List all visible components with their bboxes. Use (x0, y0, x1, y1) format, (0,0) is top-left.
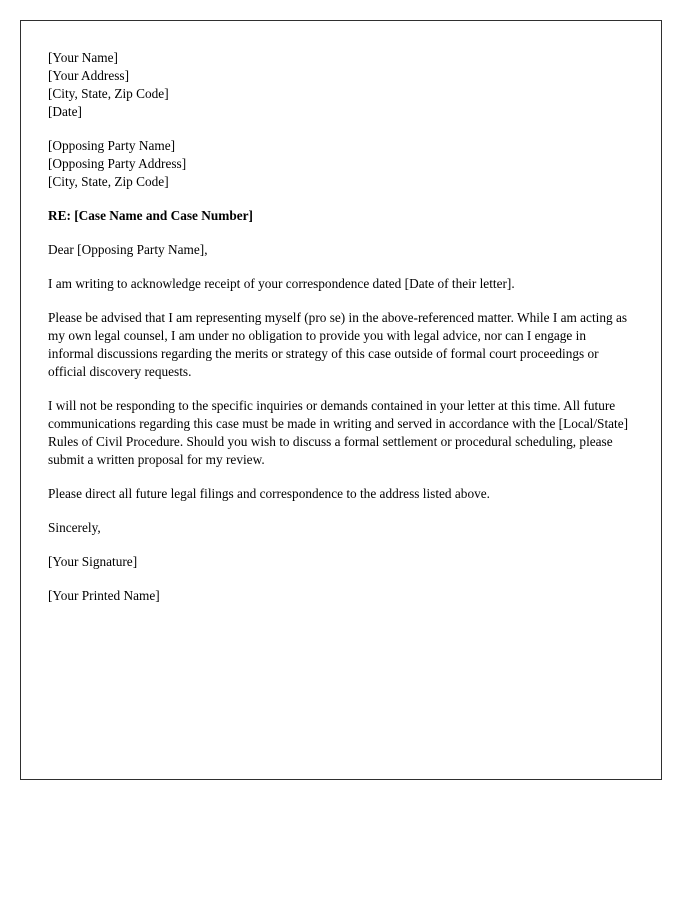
sender-address-line: [Your Address] (48, 68, 130, 83)
printed-name-placeholder-line: [Your Printed Name] (48, 588, 160, 603)
recipient-city-state-zip-line: [City, State, Zip Code] (48, 174, 169, 189)
sender-city-state-zip-line: [City, State, Zip Code] (48, 86, 169, 101)
letter-page (20, 20, 662, 780)
sender-address-block (48, 49, 635, 121)
recipient-address-block (48, 137, 635, 191)
paragraph-pro-se-notice: Please be advised that I am representing myself (pro se) in the above-referenced matter. While I am acting as my own legal counsel, I am under no obligation to provide you with legal advice, nor can I engage in informal discussions regarding the merits or strategy of this case outside of formal court proceedings or official discovery requests. (48, 310, 628, 379)
signature-placeholder-line: [Your Signature] (48, 554, 138, 569)
recipient-name-line: [Opposing Party Name] (48, 138, 176, 153)
paragraph-acknowledge-receipt: I am writing to acknowledge receipt of your correspondence dated [Date of their letter]. (48, 276, 515, 291)
salutation-line: Dear [Opposing Party Name], (48, 242, 208, 257)
paragraph-communications-policy: I will not be responding to the specific inquiries or demands contained in your letter at this time. All future communications regarding this case must be made in writing and served in accordance with the [Local/State] Rules of Civil Procedure. Should you wish to discuss a formal settlement or procedural scheduling, please submit a written proposal for my review. (48, 398, 629, 467)
sender-name-line: [Your Name] (48, 50, 118, 65)
closing-line: Sincerely, (48, 520, 101, 535)
subject-line: RE: [Case Name and Case Number] (48, 208, 253, 223)
letter-body (48, 49, 635, 605)
paragraph-direct-filings: Please direct all future legal filings and correspondence to the address listed above. (48, 486, 490, 501)
recipient-address-line: [Opposing Party Address] (48, 156, 187, 171)
date-line: [Date] (48, 104, 82, 119)
